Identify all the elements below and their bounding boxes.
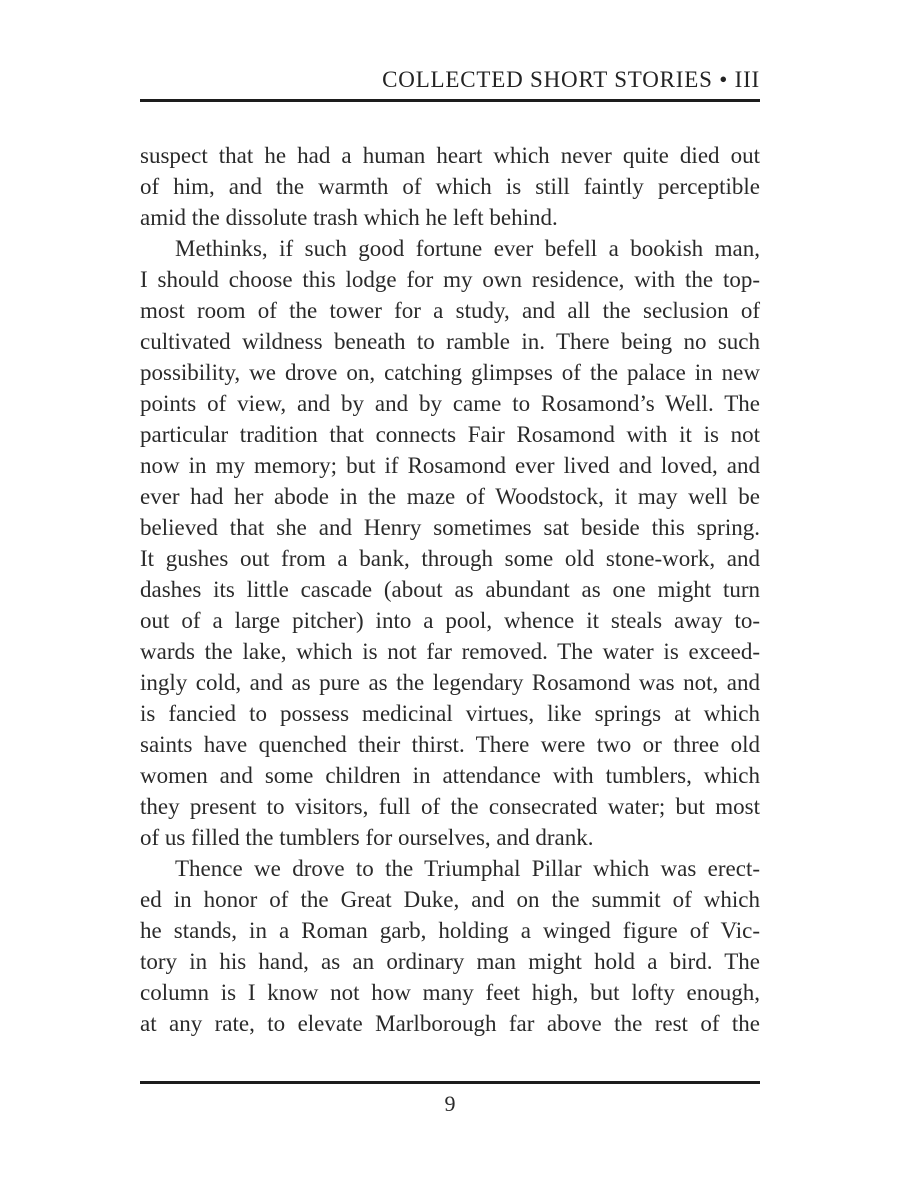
text-line: wards the lake, which is not far removed. The water is exceed- (140, 639, 760, 664)
running-header-title: COLLECTED SHORT STORIES • III (382, 67, 760, 92)
running-header (140, 66, 760, 94)
text-line: I should choose this lodge for my own residence, with the top- (140, 267, 760, 292)
text-line: at any rate, to elevate Marlborough far above the rest of the (140, 1011, 760, 1036)
text-line: is fancied to possess medicinal virtues, like springs at which (140, 701, 760, 726)
page-number: 9 (444, 1091, 456, 1116)
text-line: out of a large pitcher) into a pool, whence it steals away to- (140, 608, 760, 633)
text-line: saints have quenched their thirst. There were two or three old (140, 732, 760, 757)
text-line: most room of the tower for a study, and all the seclusion of (140, 298, 760, 323)
text-line: ever had her abode in the maze of Woodstock, it may well be (140, 484, 760, 509)
text-line: he stands, in a Roman garb, holding a winged figure of Vic- (140, 918, 760, 943)
footer-rule (140, 1081, 760, 1084)
text-line: possibility, we drove on, catching glimpses of the palace in new (140, 360, 760, 385)
text-line: column is I know not how many feet high, but lofty enough, (140, 980, 760, 1005)
text-line: dashes its little cascade (about as abundant as one might turn (140, 577, 760, 602)
header-rule (140, 99, 760, 102)
text-line: now in my memory; but if Rosamond ever lived and loved, and (140, 453, 760, 478)
text-line: amid the dissolute trash which he left behind. (140, 205, 558, 230)
paragraph (140, 853, 760, 1039)
text-line: cultivated wildness beneath to ramble in. There being no such (140, 329, 760, 354)
page-body (140, 140, 760, 1039)
text-line: women and some children in attendance with tumblers, which (140, 763, 760, 788)
text-line: Thence we drove to the Triumphal Pillar which was erect- (175, 856, 760, 881)
paragraph (140, 233, 760, 853)
text-line: particular tradition that connects Fair Rosamond with it is not (140, 422, 760, 447)
text-line: believed that she and Henry sometimes sat beside this spring. (140, 515, 760, 540)
text-line: ed in honor of the Great Duke, and on the summit of which (140, 887, 760, 912)
paragraph (140, 140, 760, 233)
text-line: of us filled the tumblers for ourselves, and drank. (140, 825, 594, 850)
text-line: they present to visitors, full of the consecrated water; but most (140, 794, 760, 819)
text-line: Methinks, if such good fortune ever befell a bookish man, (175, 236, 760, 261)
text-line: It gushes out from a bank, through some old stone-work, and (140, 546, 760, 571)
text-line: suspect that he had a human heart which never quite died out (140, 143, 760, 168)
text-line: tory in his hand, as an ordinary man might hold a bird. The (140, 949, 760, 974)
text-line: of him, and the warmth of which is still faintly perceptible (140, 174, 760, 199)
text-line: ingly cold, and as pure as the legendary Rosamond was not, and (140, 670, 760, 695)
text-line: points of view, and by and by came to Rosamond’s Well. The (140, 391, 760, 416)
